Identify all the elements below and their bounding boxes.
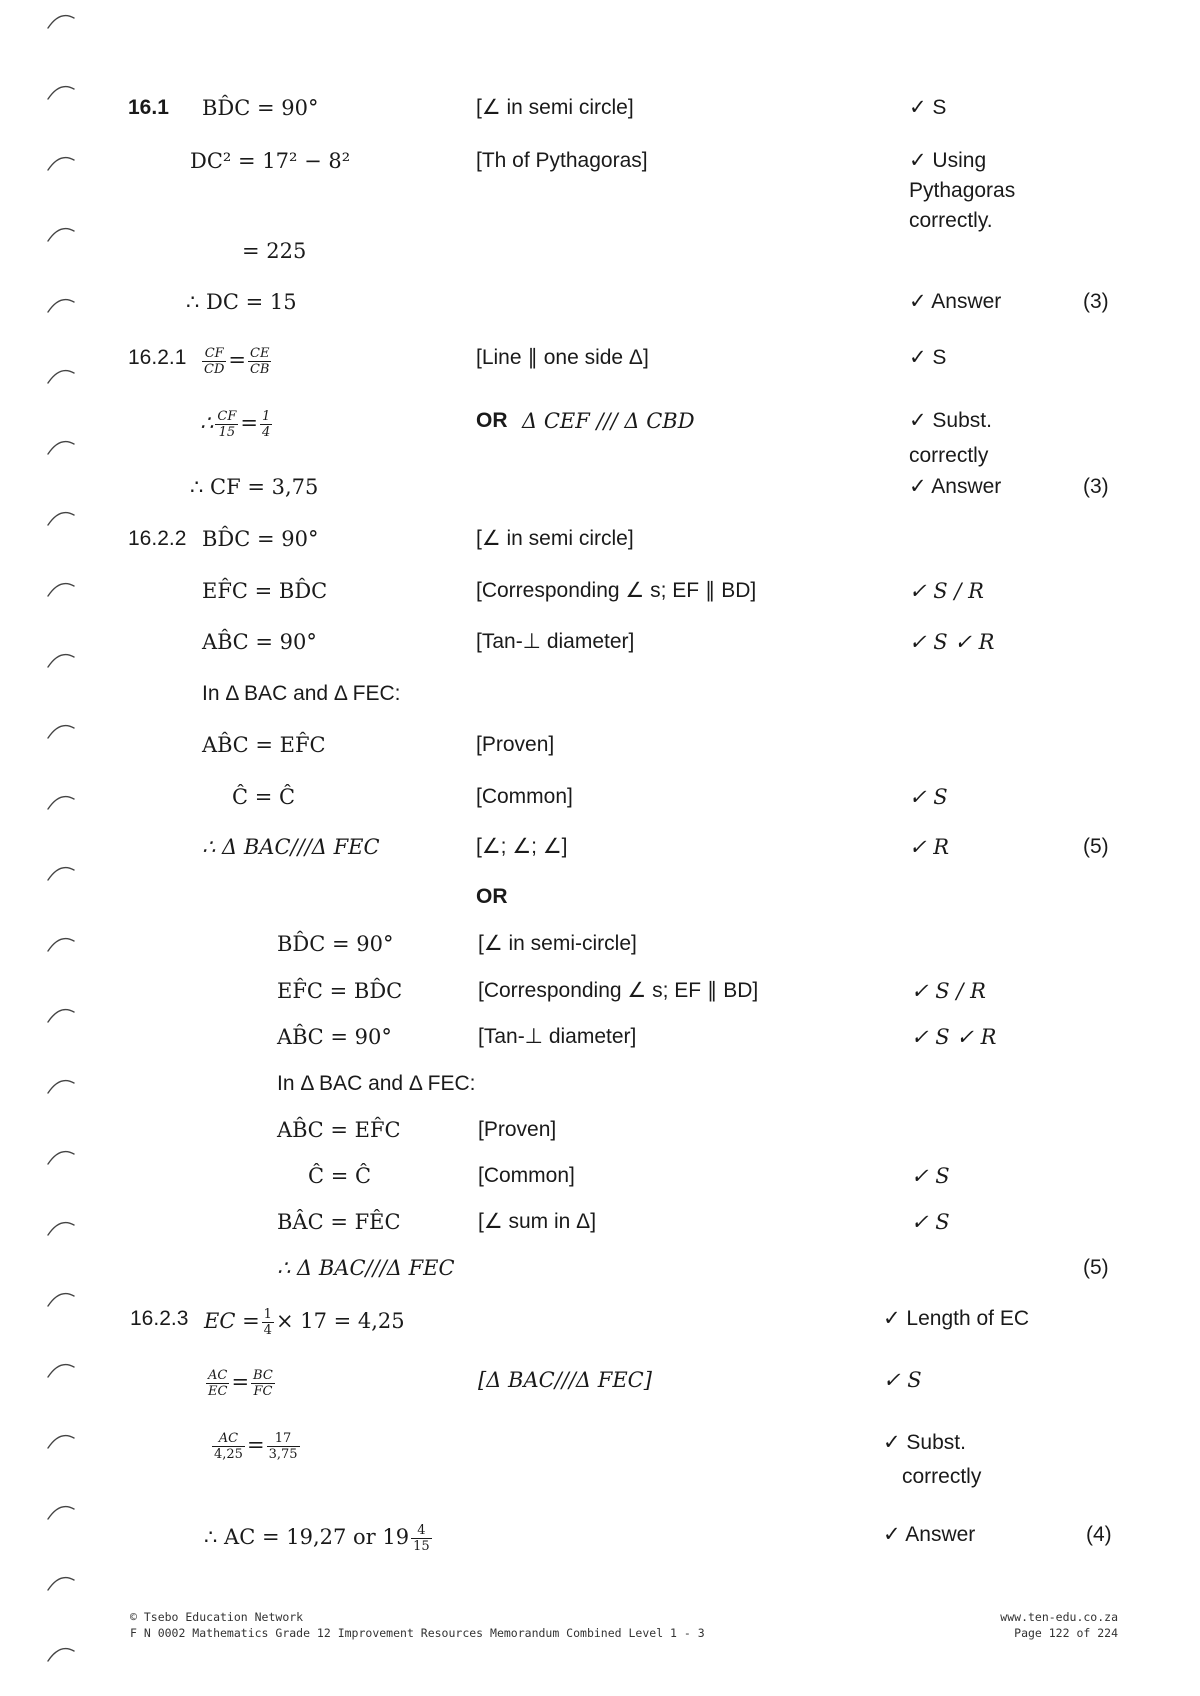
statement: AB̂C = 90° <box>202 630 317 654</box>
mark: ✓ Answer <box>909 475 1002 498</box>
fraction: $\frac{CF}{CD}$ <box>204 346 225 377</box>
statement: AB̂C = EF̂C <box>202 733 326 757</box>
mark: ✓ Subst. <box>909 409 992 432</box>
reason: [Corresponding ∠ s; EF ∥ BD] <box>478 979 759 1002</box>
binder-hole-marks <box>42 0 92 1696</box>
statement: BD̂C = 90° <box>202 527 319 551</box>
or-label: OR <box>476 885 508 908</box>
footer-right <box>1000 1609 1118 1641</box>
mark: ✓ S ✓ R <box>909 630 995 654</box>
reason: [Δ BAC///Δ FEC] <box>478 1368 652 1392</box>
question-number: 16.1 <box>128 96 169 119</box>
statement: ∴ DC = 15 <box>186 290 297 314</box>
reason: [∠ in semi circle] <box>476 527 634 550</box>
reason: [Th of Pythagoras] <box>476 149 648 172</box>
mark: ✓ Using Pythagoras correctly. <box>909 149 1016 232</box>
footer-page-number: Page 122 of 224 <box>1014 1626 1118 1640</box>
statement: = 225 <box>242 239 307 263</box>
mark: ✓ S <box>909 346 947 369</box>
fraction: $\frac{BC}{FC}$ <box>253 1368 273 1399</box>
statement: In Δ BAC and Δ FEC: <box>202 682 401 705</box>
statement-fraction-equation: ∴ AC = 19,27 or 19 $\frac{4}{15}$ <box>204 1523 430 1554</box>
mark-total: (4) <box>1086 1523 1112 1546</box>
or-label: OR <box>476 409 508 432</box>
statement: AB̂C = 90° <box>277 1025 392 1049</box>
mark: ✓ S <box>909 785 948 809</box>
statement-fraction-equation: $\frac{AC}{4,25}$ = $\frac{17}{3,75}$ <box>214 1431 298 1462</box>
reason: Δ CEF /// Δ CBD <box>522 409 695 433</box>
mark-total: (3) <box>1083 290 1109 313</box>
footer-left <box>130 1609 705 1641</box>
fraction: $\frac{17}{3,75}$ <box>268 1431 298 1462</box>
mark: ✓ Answer <box>909 290 1002 313</box>
mark: ✓ S / R <box>911 979 986 1003</box>
statement-fraction-equation: $\frac{CF}{CD}$ = $\frac{CE}{CB}$ <box>204 346 270 377</box>
footer-website: www.ten-edu.co.za <box>1000 1610 1118 1624</box>
mark: ✓ S <box>911 1164 950 1188</box>
statement: BD̂C = 90° <box>277 932 394 956</box>
statement-fraction-equation: ∴ $\frac{CF}{15}$ = $\frac{1}{4}$ <box>200 409 271 440</box>
mark: correctly <box>902 1465 982 1488</box>
reason: [∠; ∠; ∠] <box>476 835 568 858</box>
fraction: $\frac{1}{4}$ <box>261 409 271 440</box>
statement: Ĉ = Ĉ <box>232 785 296 809</box>
mark: ✓ S ✓ R <box>911 1025 997 1049</box>
reason: [Corresponding ∠ s; EF ∥ BD] <box>476 579 757 602</box>
statement: ∴ CF = 3,75 <box>190 475 319 499</box>
mark: ✓ R <box>909 835 950 859</box>
reason: [Tan-⊥ diameter] <box>478 1025 637 1048</box>
mark: ✓ S <box>911 1210 950 1234</box>
reason: [Line ∥ one side Δ] <box>476 346 649 369</box>
statement: EF̂C = BD̂C <box>277 979 403 1003</box>
statement: Ĉ = Ĉ <box>308 1164 372 1188</box>
fraction: $\frac{CF}{15}$ <box>217 409 237 440</box>
statement-fraction-equation: $\frac{AC}{EC}$ = $\frac{BC}{FC}$ <box>208 1368 273 1399</box>
mark-total: (5) <box>1083 835 1109 858</box>
footer-copyright: © Tsebo Education Network <box>130 1610 304 1624</box>
reason: [Proven] <box>476 733 555 756</box>
statement: DC² = 17² − 8² <box>190 149 351 173</box>
statement: BÂC = FÊC <box>277 1210 401 1234</box>
fraction: $\frac{CE}{CB}$ <box>249 346 270 377</box>
statement: BD̂C = 90° <box>202 96 319 120</box>
statement-fraction-equation: EC = $\frac{1}{4}$ × 17 = 4,25 <box>204 1307 405 1338</box>
mark: ✓ Subst. <box>883 1431 966 1454</box>
reason: [∠ in semi circle] <box>476 96 634 119</box>
mark: ✓ Answer <box>883 1523 976 1546</box>
statement: ∴ Δ BAC///Δ FEC <box>277 1256 455 1280</box>
fraction: $\frac{AC}{EC}$ <box>208 1368 228 1399</box>
mark-total: (3) <box>1083 475 1109 498</box>
statement: AB̂C = EF̂C <box>277 1118 401 1142</box>
fraction: $\frac{AC}{4,25}$ <box>214 1431 243 1462</box>
fraction: $\frac{4}{15}$ <box>413 1523 430 1554</box>
reason: [Common] <box>478 1164 575 1187</box>
statement: ∴ Δ BAC///Δ FEC <box>202 835 380 859</box>
question-number: 16.2.3 <box>130 1307 189 1330</box>
question-number: 16.2.2 <box>128 527 187 550</box>
mark: correctly <box>909 444 989 467</box>
mark: ✓ S <box>883 1368 922 1392</box>
reason: [Tan-⊥ diameter] <box>476 630 635 653</box>
statement: In Δ BAC and Δ FEC: <box>277 1072 476 1095</box>
mark: ✓ S / R <box>909 579 984 603</box>
reason: [Proven] <box>478 1118 557 1141</box>
statement: EF̂C = BD̂C <box>202 579 328 603</box>
reason: [Common] <box>476 785 573 808</box>
mark: ✓ S <box>909 96 947 119</box>
question-number: 16.2.1 <box>128 346 187 369</box>
footer-document-title: F N 0002 Mathematics Grade 12 Improvement Resources Memorandum Combined Level 1 - 3 <box>130 1626 705 1640</box>
reason: [∠ in semi-circle] <box>478 932 637 955</box>
fraction: $\frac{1}{4}$ <box>263 1307 272 1338</box>
mark: ✓ Length of EC <box>883 1307 1030 1330</box>
reason: [∠ sum in Δ] <box>478 1210 597 1233</box>
mark-total: (5) <box>1083 1256 1109 1279</box>
